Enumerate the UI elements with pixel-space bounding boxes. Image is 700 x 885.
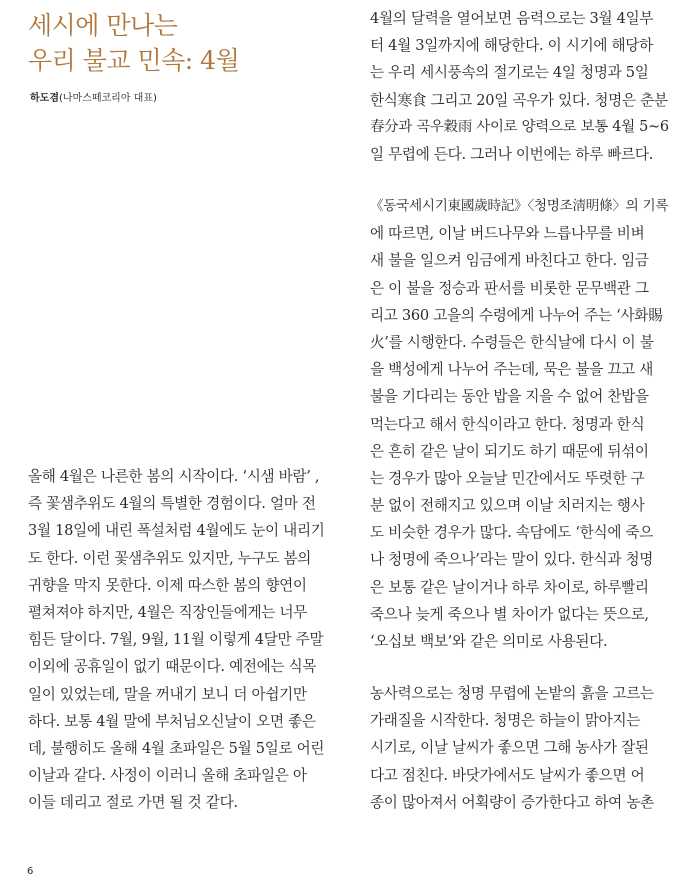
text-line: 종이 많아져서 어획량이 증가한다고 하여 농촌 [370,793,654,811]
text-line: 을 백성에게 나누어 주는데, 묵은 불을 끄고 새 [370,361,654,379]
text-line: 즉 꽃샘추위도 4월의 특별한 경험이다. 얼마 전 [28,495,316,513]
text-line: 은 흔히 같은 날이 되기도 하기 때문에 뒤섞이 [370,442,649,460]
text-line: 는 우리 세시풍속의 절기로는 4일 청명과 5일 [370,64,649,82]
right-column-paragraph-2 [370,193,670,655]
text-line: ‘오십보 백보’와 같은 의미로 사용된다. [370,633,608,650]
text-line: 한식寒食 그리고 20일 곡우가 있다. 청명은 춘분 [370,91,668,109]
page-number: 6 [27,866,34,877]
text-line: 리고 360 고을의 수령에게 나누어 주는 ‘사화賜 [370,306,663,324]
text-line: 4월의 달력을 열어보면 음력으로는 3월 4일부 [370,10,654,27]
right-column-paragraph-3 [370,680,670,816]
text-line: 새 불을 일으켜 임금에게 바친다고 한다. 임금 [370,252,649,270]
text-line: 에 따르면, 이날 버드나무와 느릅나무를 비벼 [370,225,645,243]
text-line: 분 없이 전해지고 있으며 이날 치러지는 행사 [370,497,645,515]
text-line: 은 보통 같은 날이거나 하루 차이로, 하루빨리 [370,578,649,596]
title-line-2: 우리 불교 민속: 4월 [28,46,240,75]
text-line: 일이 있었는데, 말을 꺼내기 보니 더 아쉽기만 [28,685,307,703]
text-line: 이들 데리고 절로 가면 될 것 같다. [28,794,238,812]
author-name: 하도겸 [30,93,59,104]
text-line: 도 비슷한 경우가 많다. 속담에도 ‘한식에 죽으 [370,524,654,542]
text-line: 먹는다고 해서 한식이라고 한다. 청명과 한식 [370,415,645,433]
author-affiliation: (나마스떼코리아 대표) [58,93,157,104]
text-line: 시기로, 이날 날씨가 좋으면 그해 농사가 잘된 [370,739,649,757]
text-line: 귀향을 막지 못한다. 이제 따스한 봄의 향연이 [28,576,307,594]
text-line: 터 4월 3일까지에 해당한다. 이 시기에 해당하 [370,37,653,55]
text-line: 힘든 달이다. 7월, 9월, 11월 이렇게 4달만 주말 [28,631,324,649]
text-line: 가래질을 시작한다. 청명은 하늘이 맑아지는 [370,712,641,730]
text-line: 는 경우가 많아 오늘날 민간에서도 뚜렷한 구 [370,469,645,487]
right-column-paragraph-1 [370,5,670,168]
text-line: 다고 점친다. 바닷가에서도 날씨가 좋으면 어 [370,766,645,784]
text-line: 도 한다. 이런 꽃샘추위도 있지만, 누구도 봄의 [28,549,312,567]
text-line: 데, 불행히도 올해 4월 초파일은 5월 5일로 어린 [28,739,325,757]
left-column-paragraph [28,463,338,816]
text-line: 이외에 공휴일이 없기 때문이다. 예전에는 식목 [28,658,317,676]
text-line: 하다. 보통 4월 말에 부처님오신날이 오면 좋은 [28,712,316,730]
text-line: 3월 18일에 내린 폭설처럼 4월에도 눈이 내리기 [28,522,325,540]
text-line: 불을 기다리는 동안 밥을 지을 수 없어 찬밥을 [370,388,649,406]
title-line-1: 세시에 만나는 [28,11,178,40]
text-line: 은 이 불을 정승과 판서를 비롯한 문무백관 그 [370,279,649,297]
text-line: 火’를 시행한다. 수령들은 한식날에 다시 이 불 [370,333,654,351]
text-line: 《동국세시기東國歲時記》〈청명조淸明條〉의 기록 [370,198,669,214]
text-line: 펼쳐져야 하지만, 4월은 직장인들에게는 너무 [28,603,308,621]
text-line: 농사력으로는 청명 무렵에 논밭의 흙을 고르는 [370,685,654,702]
article-title [28,8,328,78]
text-line: 올해 4월은 나른한 봄의 시작이다. ‘시샘 바람’ , [28,468,320,485]
author-byline [30,89,157,104]
text-line: 이날과 같다. 사정이 이러니 올해 초파일은 아 [28,767,307,785]
text-line: 나 청명에 죽으나’라는 말이 있다. 한식과 청명 [370,551,654,569]
text-line: 일 무렵에 든다. 그러나 이번에는 하루 빠르다. [370,145,654,163]
text-line: 春分과 곡우穀雨 사이로 양력으로 보통 4월 5~6 [370,118,669,135]
text-line: 죽으나 늦게 죽으나 별 차이가 없다는 뜻으로, [370,605,649,623]
